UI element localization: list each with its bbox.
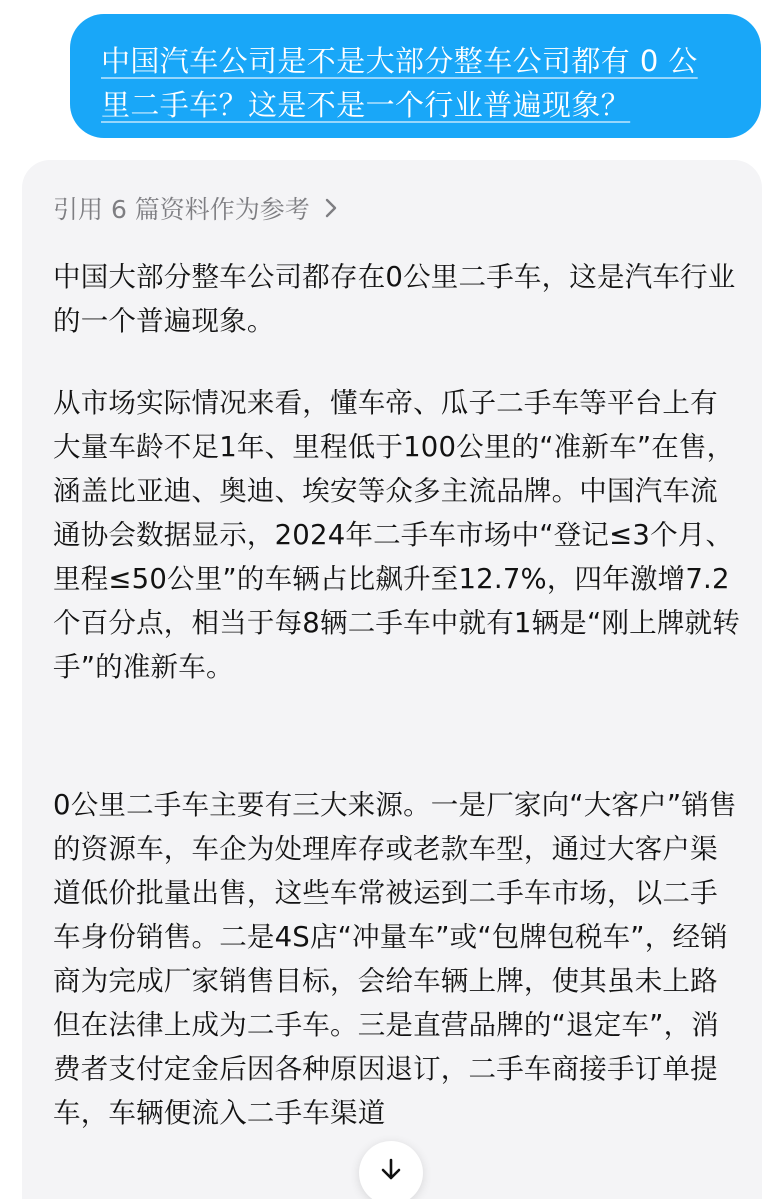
user-message-text	[101, 39, 733, 127]
references-link[interactable]	[53, 188, 338, 228]
answer-paragraph: 中国大部分整车公司都存在0公里二手车，这是汽车行业的一个普遍现象。	[53, 261, 736, 337]
arrow-down-icon	[380, 1157, 402, 1181]
assistant-answer-card	[22, 160, 762, 1199]
user-message-line-2: 里二手车？这是不是一个行业普遍现象？	[101, 88, 631, 122]
user-message-bubble[interactable]	[70, 14, 761, 138]
answer-paragraph: 0公里二手车主要有三大来源。一是厂家向“大客户”销售的资源车，车企为处理库存或老款车型，通过大客户渠道低价批量出售，这些车常被运到二手车市场，以二手车身份销售。二是4S店“冲量车”或“包牌包税车”，经销商为完成厂家销售目标，会给车辆上牌，使其虽未上路但在法律上成为二手车。三是直营品牌的“退定车”，消费者支付定金后因各种原因退订，二手车商接手订单提车，车辆便流入二手车渠道	[53, 789, 737, 1129]
chevron-right-icon	[324, 197, 338, 219]
answer-paragraph: 从市场实际情况来看，懂车帝、瓜子二手车等平台上有大量车龄不足1年、里程低于100公里的“准新车”在售，涵盖比亚迪、奥迪、埃安等众多主流品牌。中国汽车流通协会数据显示，2024年二手车市场中“登记≤3个月、里程≤50公里”的车辆占比飙升至12.7%，四年激增7.2个百分点，相当于每8辆二手车中就有1辆是“刚上牌就转手”的准新车。	[53, 387, 740, 683]
scroll-to-bottom-button[interactable]	[359, 1141, 423, 1199]
user-message-line-1: 中国汽车公司是不是大部分整车公司都有 0 公	[101, 44, 698, 78]
references-label: 引用 6 篇资料作为参考	[53, 195, 310, 224]
